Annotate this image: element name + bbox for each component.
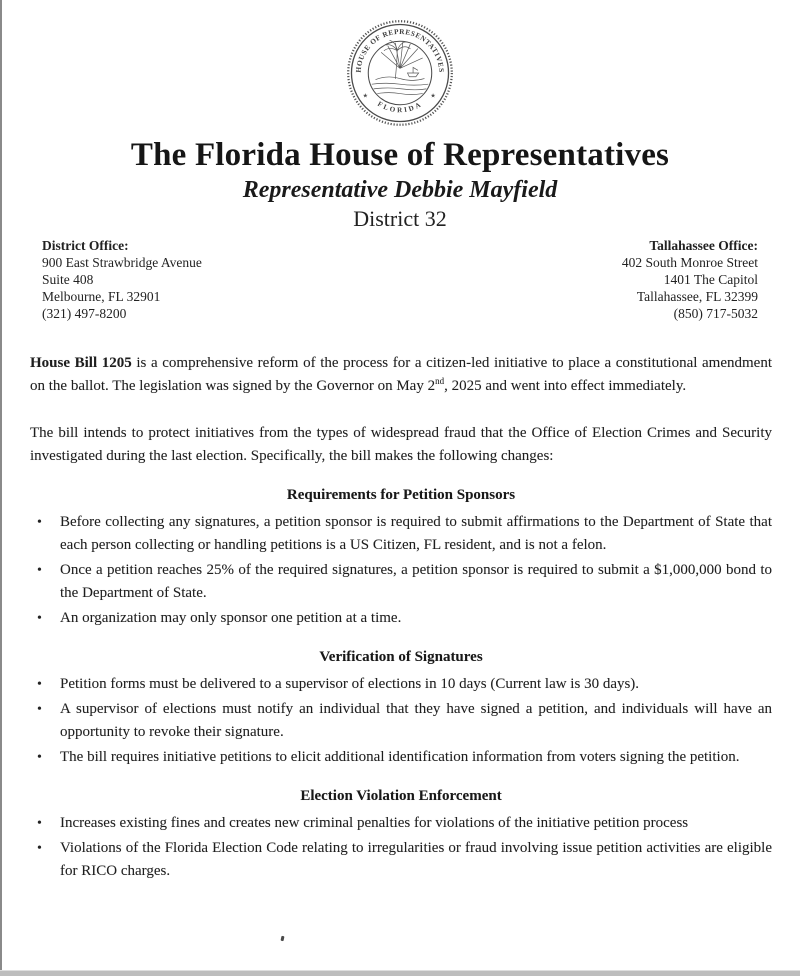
bill-number: House Bill 1205 [30, 355, 132, 371]
bullet-text: The bill requires initiative petitions to elicit additional identification information from voters signing the petition. [60, 749, 740, 765]
district-number: District 32 [353, 206, 447, 231]
bullet-list [30, 673, 772, 769]
seal-star-right-icon: ★ [430, 93, 436, 100]
bullet-text: A supervisor of elections must notify an individual that they have signed a petition, and individuals will have an opportunity to revoke their signature. [60, 701, 772, 740]
bullet-item [30, 559, 772, 605]
bullet-text: Increases existing fines and creates new criminal penalties for violations of the initiative petition process [60, 815, 689, 831]
district-office-block [42, 237, 202, 322]
bullet-text: Once a petition reaches 25% of the required signatures, a petition sponsor is required to submit a $1,000,000 bond to the Department of State. [60, 562, 772, 601]
bullet-marker-icon: • [37, 677, 42, 692]
tallahassee-office-label: Tallahassee Office: [649, 238, 758, 253]
intro-text-end: , 2025 and went into effect immediately. [444, 378, 687, 394]
ordinal-superscript: nd [435, 376, 445, 386]
seal-bottom-arc-text: FLORIDA [376, 99, 424, 115]
second-paragraph: The bill intends to protect initiatives from the types of widespread fraud that the Office of Election Crimes and Security investigated during the last election. Specifically, the bill makes the following changes: [30, 425, 772, 464]
section [30, 646, 772, 769]
bullet-marker-icon: • [37, 515, 42, 530]
svg-text:FLORIDA [376, 100, 424, 114]
bullet-marker-icon: • [37, 750, 42, 765]
page-title: The Florida House of Representatives [130, 137, 670, 173]
section [30, 484, 772, 630]
office-addresses [0, 237, 800, 322]
intro-paragraph [30, 352, 772, 398]
bullet-item [30, 511, 772, 557]
phone-number: (850) 717-5032 [673, 306, 758, 321]
scan-bottom-edge-band [0, 970, 800, 976]
representative-name: Representative Debbie Mayfield [242, 177, 558, 203]
address-line: 1401 The Capitol [663, 272, 758, 287]
sections [30, 484, 772, 883]
bullet-item [30, 812, 772, 835]
intro-text: is a comprehensive reform of the process for a citizen-led initiative to place a constitutional amendment on the ballot. The legislation was signed by the Governor on May 2 [30, 355, 772, 394]
bullet-item [30, 698, 772, 744]
bullet-list [30, 812, 772, 883]
bullet-marker-icon: • [37, 702, 42, 717]
phone-number: (321) 497-8200 [42, 306, 127, 321]
seal-top-arc-text: HOUSE OF REPRESENTATIVES [354, 27, 446, 73]
seal-star-left-icon: ★ [362, 93, 369, 100]
bullet-item [30, 673, 772, 696]
tallahassee-office-block [622, 237, 758, 322]
address-line: 402 South Monroe Street [621, 255, 758, 270]
address-line: Tallahassee, FL 32399 [636, 289, 758, 304]
address-line: Melbourne, FL 32901 [42, 289, 161, 304]
bullet-list [30, 511, 772, 630]
bullet-marker-icon: • [37, 563, 42, 578]
document-body [0, 352, 800, 883]
bullet-item [30, 607, 772, 630]
bullet-text: Petition forms must be delivered to a supervisor of elections in 10 days (Current law is 30 days). [60, 676, 640, 692]
bullet-text: Before collecting any signatures, a petition sponsor is required to submit affirmations to the Department of State that each person collecting or handling petitions is a US Citizen, FL resident, and is not a felon. [60, 514, 772, 553]
florida-house-of-representatives-seal-icon [344, 17, 456, 129]
scan-speck-artifact [281, 936, 285, 942]
address-line: 900 East Strawbridge Avenue [42, 255, 202, 270]
bullet-marker-icon: • [37, 611, 42, 626]
bullet-item [30, 837, 772, 883]
bullet-marker-icon: • [37, 841, 42, 856]
address-line: Suite 408 [42, 272, 94, 287]
bullet-item [30, 746, 772, 769]
section-heading: Election Violation Enforcement [300, 788, 502, 804]
bullet-text: An organization may only sponsor one petition at a time. [60, 610, 402, 626]
district-office-label: District Office: [42, 238, 129, 253]
section-heading: Verification of Signatures [319, 649, 483, 665]
section [30, 785, 772, 883]
bullet-marker-icon: • [37, 816, 42, 831]
scan-left-edge-line [0, 0, 2, 976]
bullet-text: Violations of the Florida Election Code relating to irregularities or fraud involving issue petition activities are eligible for RICO charges. [60, 840, 772, 879]
section-heading: Requirements for Petition Sponsors [286, 487, 516, 503]
